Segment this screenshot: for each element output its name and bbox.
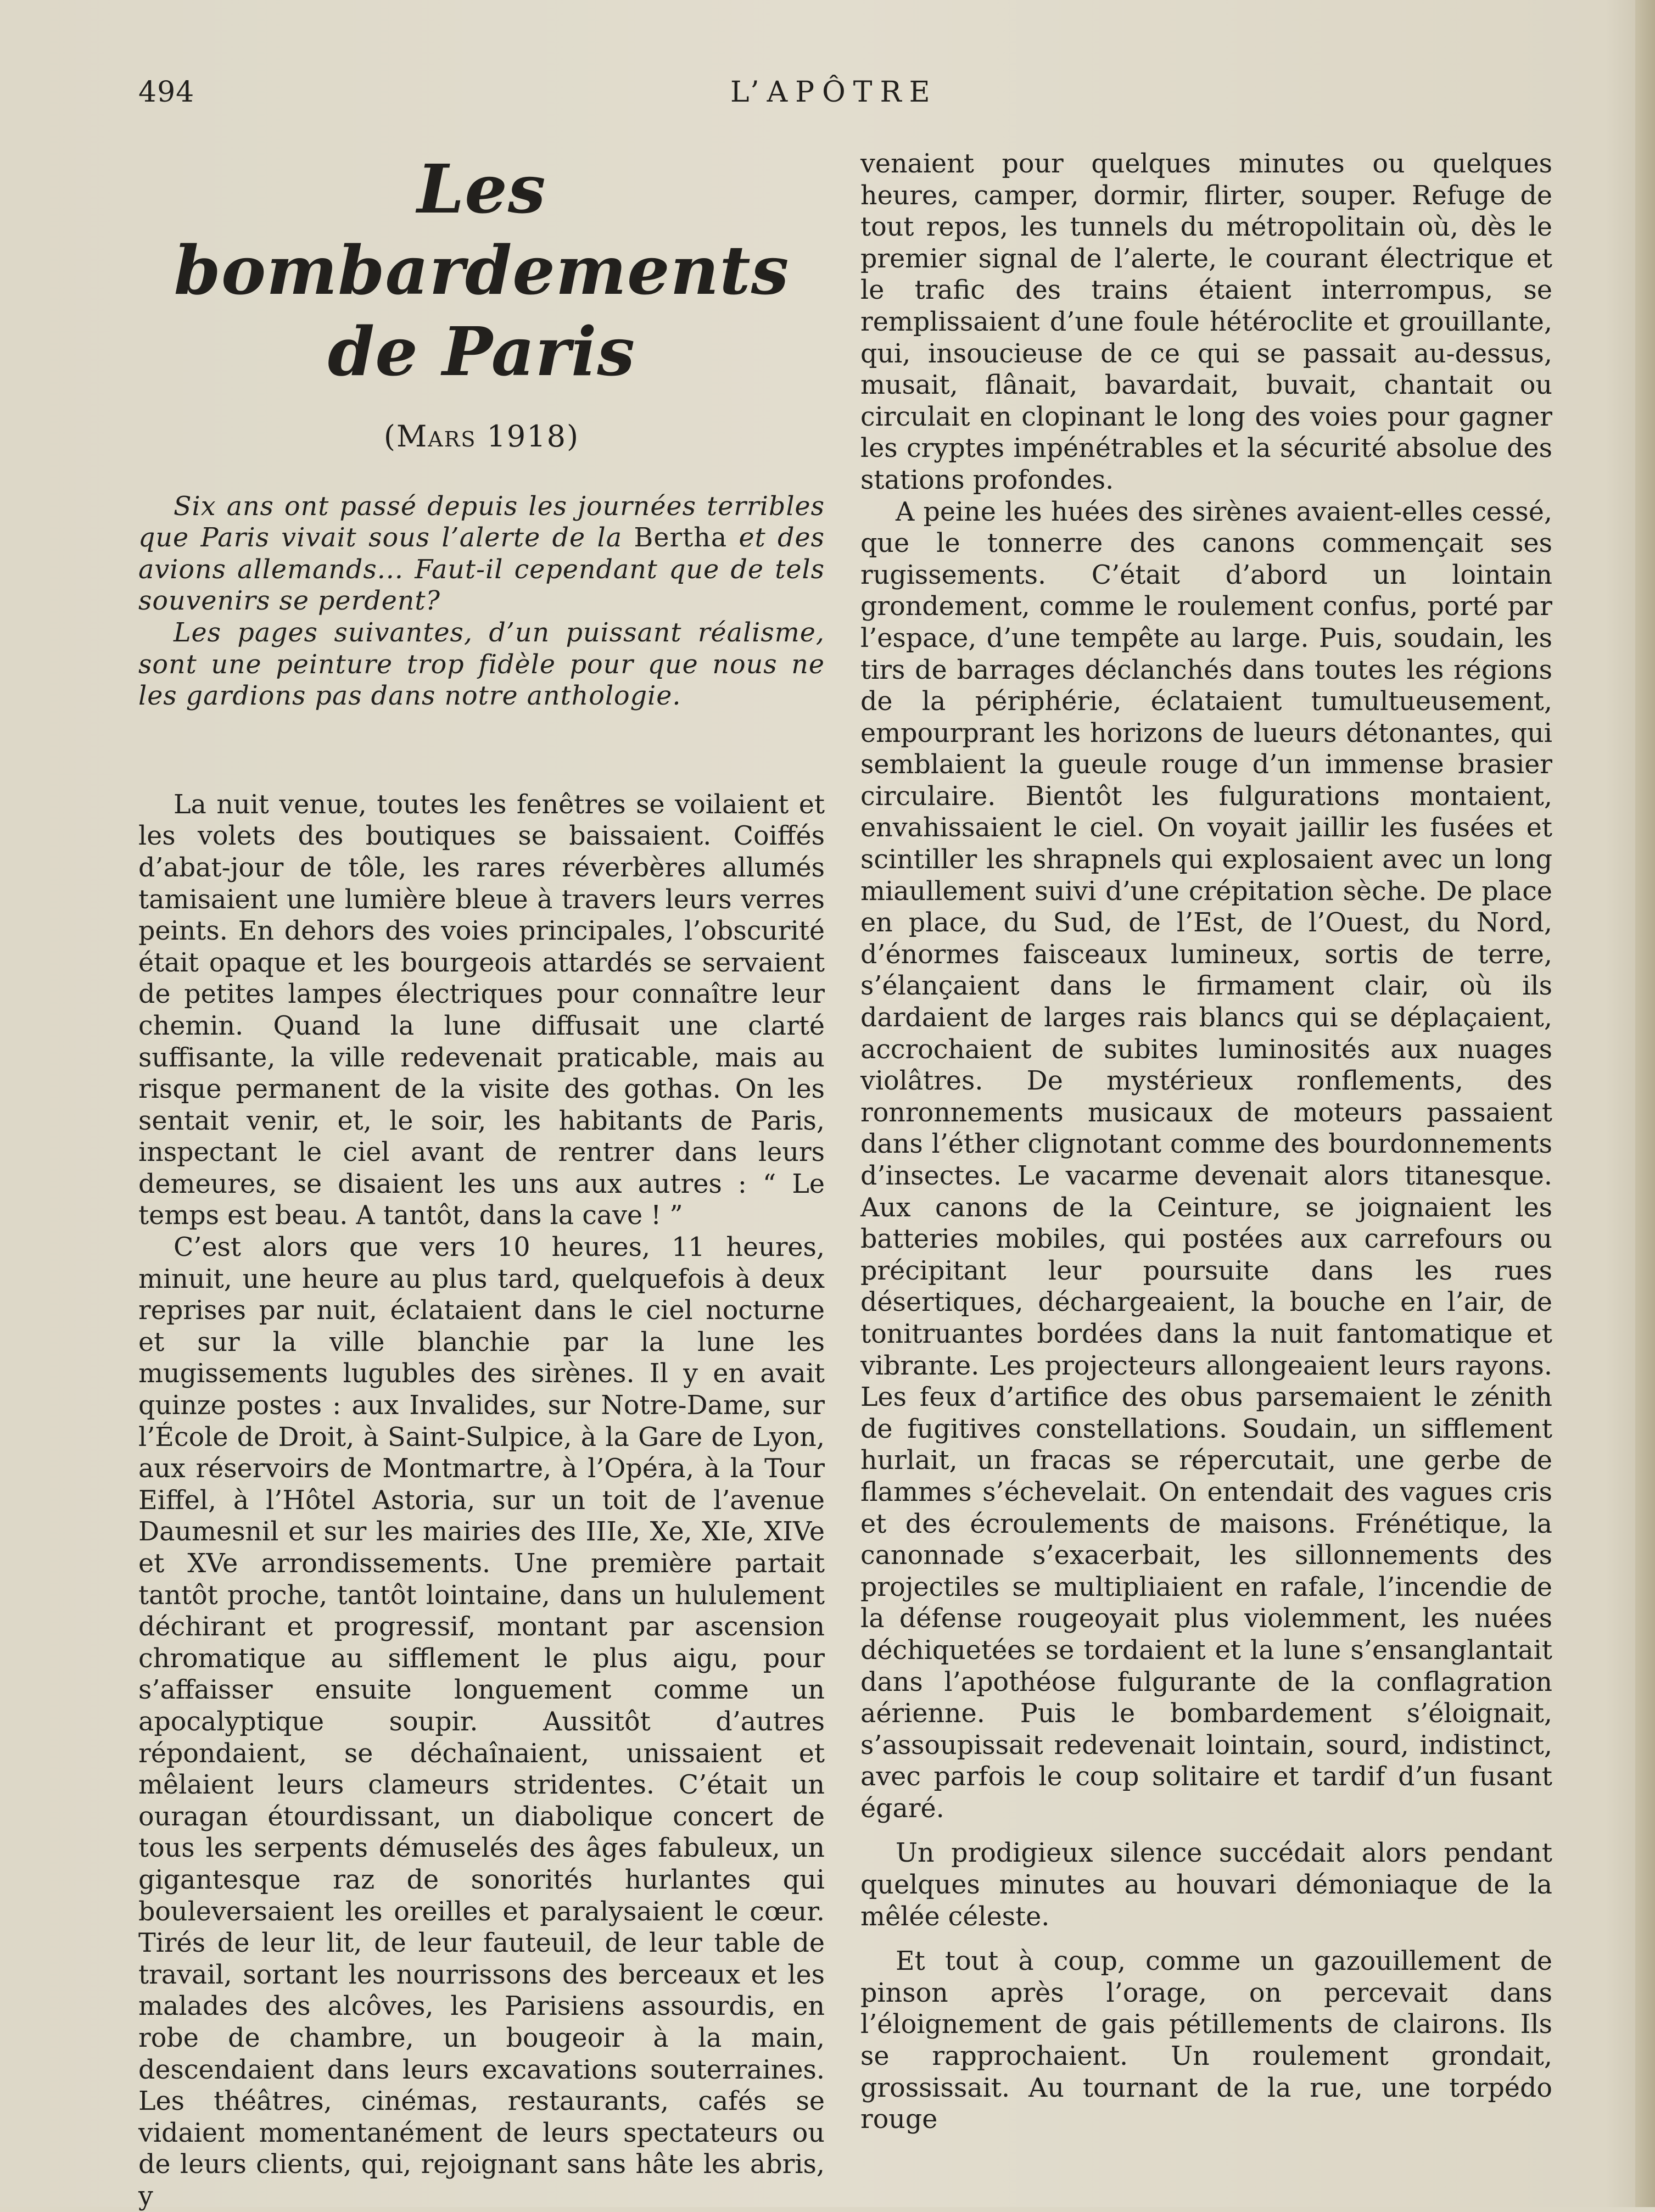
body-paragraph: venaient pour quelques minutes ou quelques heures, camper, dormir, flirter, souper. Refuge de tout repos, les tunnels du métropolitain où, dès le premier signal de l’alerte, le courant électrique et le trafic des trains étaient interrompus, se remplissaient d’une foule hétéroclite et grouillante, qui, insoucieuse de ce qui se passait au-dessus, musait, flânait, bavardait, buvait, chantait ou circulait en clopinant le long des voies pour gagner les cryptes impénétrables et la sécurité absolue des stations profondes. [860, 149, 1552, 495]
title-line-2: de Paris [327, 312, 636, 391]
intro-paragraph-2: Les pages suivantes, d’un puissant réalisme, sont une peinture trop fidèle pour que nous ne les gardions pas dans notre anthologie. [138, 617, 825, 712]
body-paragraph: Un prodigieux silence succédait alors pendant quelques minutes au houvari démoniaque de la mêlée céleste. [860, 1838, 1552, 1932]
editor-introduction [138, 491, 825, 712]
left-column [138, 148, 825, 2212]
intro-text-c: et des avions allemands... Faut-il cependant que de tels souvenirs se perdent? [138, 523, 825, 617]
intro-paragraph-1 [138, 491, 825, 617]
date-year: 1918) [476, 419, 580, 454]
body-paragraph: C’est alors que vers 10 heures, 11 heures, minuit, une heure au plus tard, quelquefois à deux reprises par nuit, éclataient dans le ciel nocturne et sur la ville blanchie par la lune les mugissements lugubles des sirènes. Il y en avait quinze postes : aux Invalides, sur Notre-Dame, sur l’École de Droit, à Saint-Sulpice, à la Gare de Lyon, aux réservoirs de Montmartre, à l’Opéra, à la Tour Eiffel, à l’Hôtel Astoria, sur un toit de l’avenue Daumesnil et sur les mairies des IIIe, Xe, XIe, XIVe et XVe arrondissements. Une première partait tantôt proche, tantôt lointaine, dans un hululement déchirant et progressif, montant par ascension chromatique au sifflement le plus aigu, pour s’affaisser ensuite longuement comme un apocalyptique soupir. Aussitôt d’autres répondaient, se déchaînaient, unissaient et mêlaient leurs clameurs stridentes. C’était un ouragan étourdissant, un diabolique concert de tous les serpents démuselés des âges fabuleux, un gigantesque raz de sonorités hurlantes qui bouleversaient les oreilles et paralysaient le cœur. Tirés de leur lit, de leur fauteuil, de leur table de travail, sortant les nourrissons des berceaux et les malades des alcôves, les Parisiens assourdis, en robe de chambre, un bougeoir à la main, descendaient dans leurs excavations souterraines. Les théâtres, cinémas, restaurants, cafés se vidaient momentanément de leurs spectateurs ou de leurs clients, qui, rejoignant sans hâte les abris, y [138, 1232, 825, 2211]
body-paragraph: La nuit venue, toutes les fenêtres se voilaient et les volets des boutiques se baissaient. Coiffés d’abat-jour de tôle, les rares réverbères allumés tamisaient une lumière bleue à travers leurs verres peints. En dehors des voies principales, l’obscurité était opaque et les bourgeois attardés se servaient de petites lampes électriques pour connaître leur chemin. Quand la lune diffusait une clarté suffisante, la ville redevenait praticable, mais au risque permanent de la visite des gothas. On les sentait venir, et, le soir, les habitants de Paris, inspectant le ciel avant de rentrer dans leurs demeures, se disaient les uns aux autres : “ Le temps est beau. A tantôt, dans la cave ! ” [138, 789, 825, 1231]
title-line-1: Les bombardements [174, 149, 790, 310]
article-body-left [138, 789, 825, 2212]
page-number: 494 [138, 76, 195, 109]
intro-text-bertha: Bertha [634, 523, 728, 554]
date-open: ( [383, 419, 396, 454]
body-paragraph: Et tout à coup, comme un gazouillement de pinson après l’orage, on percevait dans l’éloignement de gais pétillements de clairons. Ils se rapprochaient. Un roulement grondait, grossissait. Au tournant de la rue, une torpédo rouge [860, 1946, 1552, 2135]
running-title: L’APÔTRE [730, 76, 938, 109]
body-paragraph: A peine les huées des sirènes avaient-elles cessé, que le tonnerre des canons commençait ses rugissements. C’était d’abord un lointain grondement, comme le roulement confus, porté par l’espace, d’une tempête au large. Puis, soudain, les tirs de barrages déclanchés dans toutes les régions de la périphérie, éclataient tumultueusement, empourprant les horizons de lueurs détonantes, qui semblaient la gueule rouge d’un immense brasier circulaire. Bientôt les fulgurations montaient, envahissaient le ciel. On voyait jaillir les fusées et scintiller les shrapnels qui explosaient avec un long miaullement suivi d’une crépitation sèche. De place en place, du Sud, de l’Est, de l’Ouest, du Nord, d’énormes faisceaux lumineux, sortis de terre, s’élançaient dans le firmament clair, où ils dardaient de larges rais blancs qui se déplaçaient, accrochaient de subites luminosités aux nuages violâtres. De mystérieux ronflements, des ronronnements musicaux de moteurs passaient dans l’éther clignotant comme des bourdonnements d’insectes. Le vacarme devenait alors titanesque. Aux canons de la Ceinture, se joignaient les batteries mobiles, qui postées aux carrefours ou précipitant leur poursuite dans les rues désertiques, déchargeaient, la bouche en l’air, de tonitruantes bordées dans la nuit fantomatique et vibrante. Les projecteurs allongeaient leurs rayons. Les feux d’artifice des obus parsemaient le zénith de fugitives constellations. Soudain, un sifflement hurlait, un fracas se répercutait, une gerbe de flammes s’échevelait. On entendait des vagues cris et des écroulements de maisons. Frénétique, la canonnade s’exacerbait, les sillonnements des projectiles se multipliaient en rafale, l’incendie de la défense rougeoyait plus violemment, les nuées déchiquetées se tordaient et la lune s’ensanglantait dans l’apothéose fulgurante de la conflagration aérienne. Puis le bombardement s’éloignait, s’assoupissait redevenait lointain, sourd, indistinct, avec parfois le coup solitaire et tardif d’un fusant égaré. [860, 496, 1552, 1824]
date-month: Mars [396, 419, 477, 454]
article-title [138, 148, 825, 392]
page-edge [1635, 0, 1655, 2207]
right-column [860, 148, 1552, 2136]
intro-text-a: Six ans ont passé depuis les journées terribles que Paris vivait sous l’alerte de la [138, 491, 825, 554]
article-date [138, 421, 825, 453]
